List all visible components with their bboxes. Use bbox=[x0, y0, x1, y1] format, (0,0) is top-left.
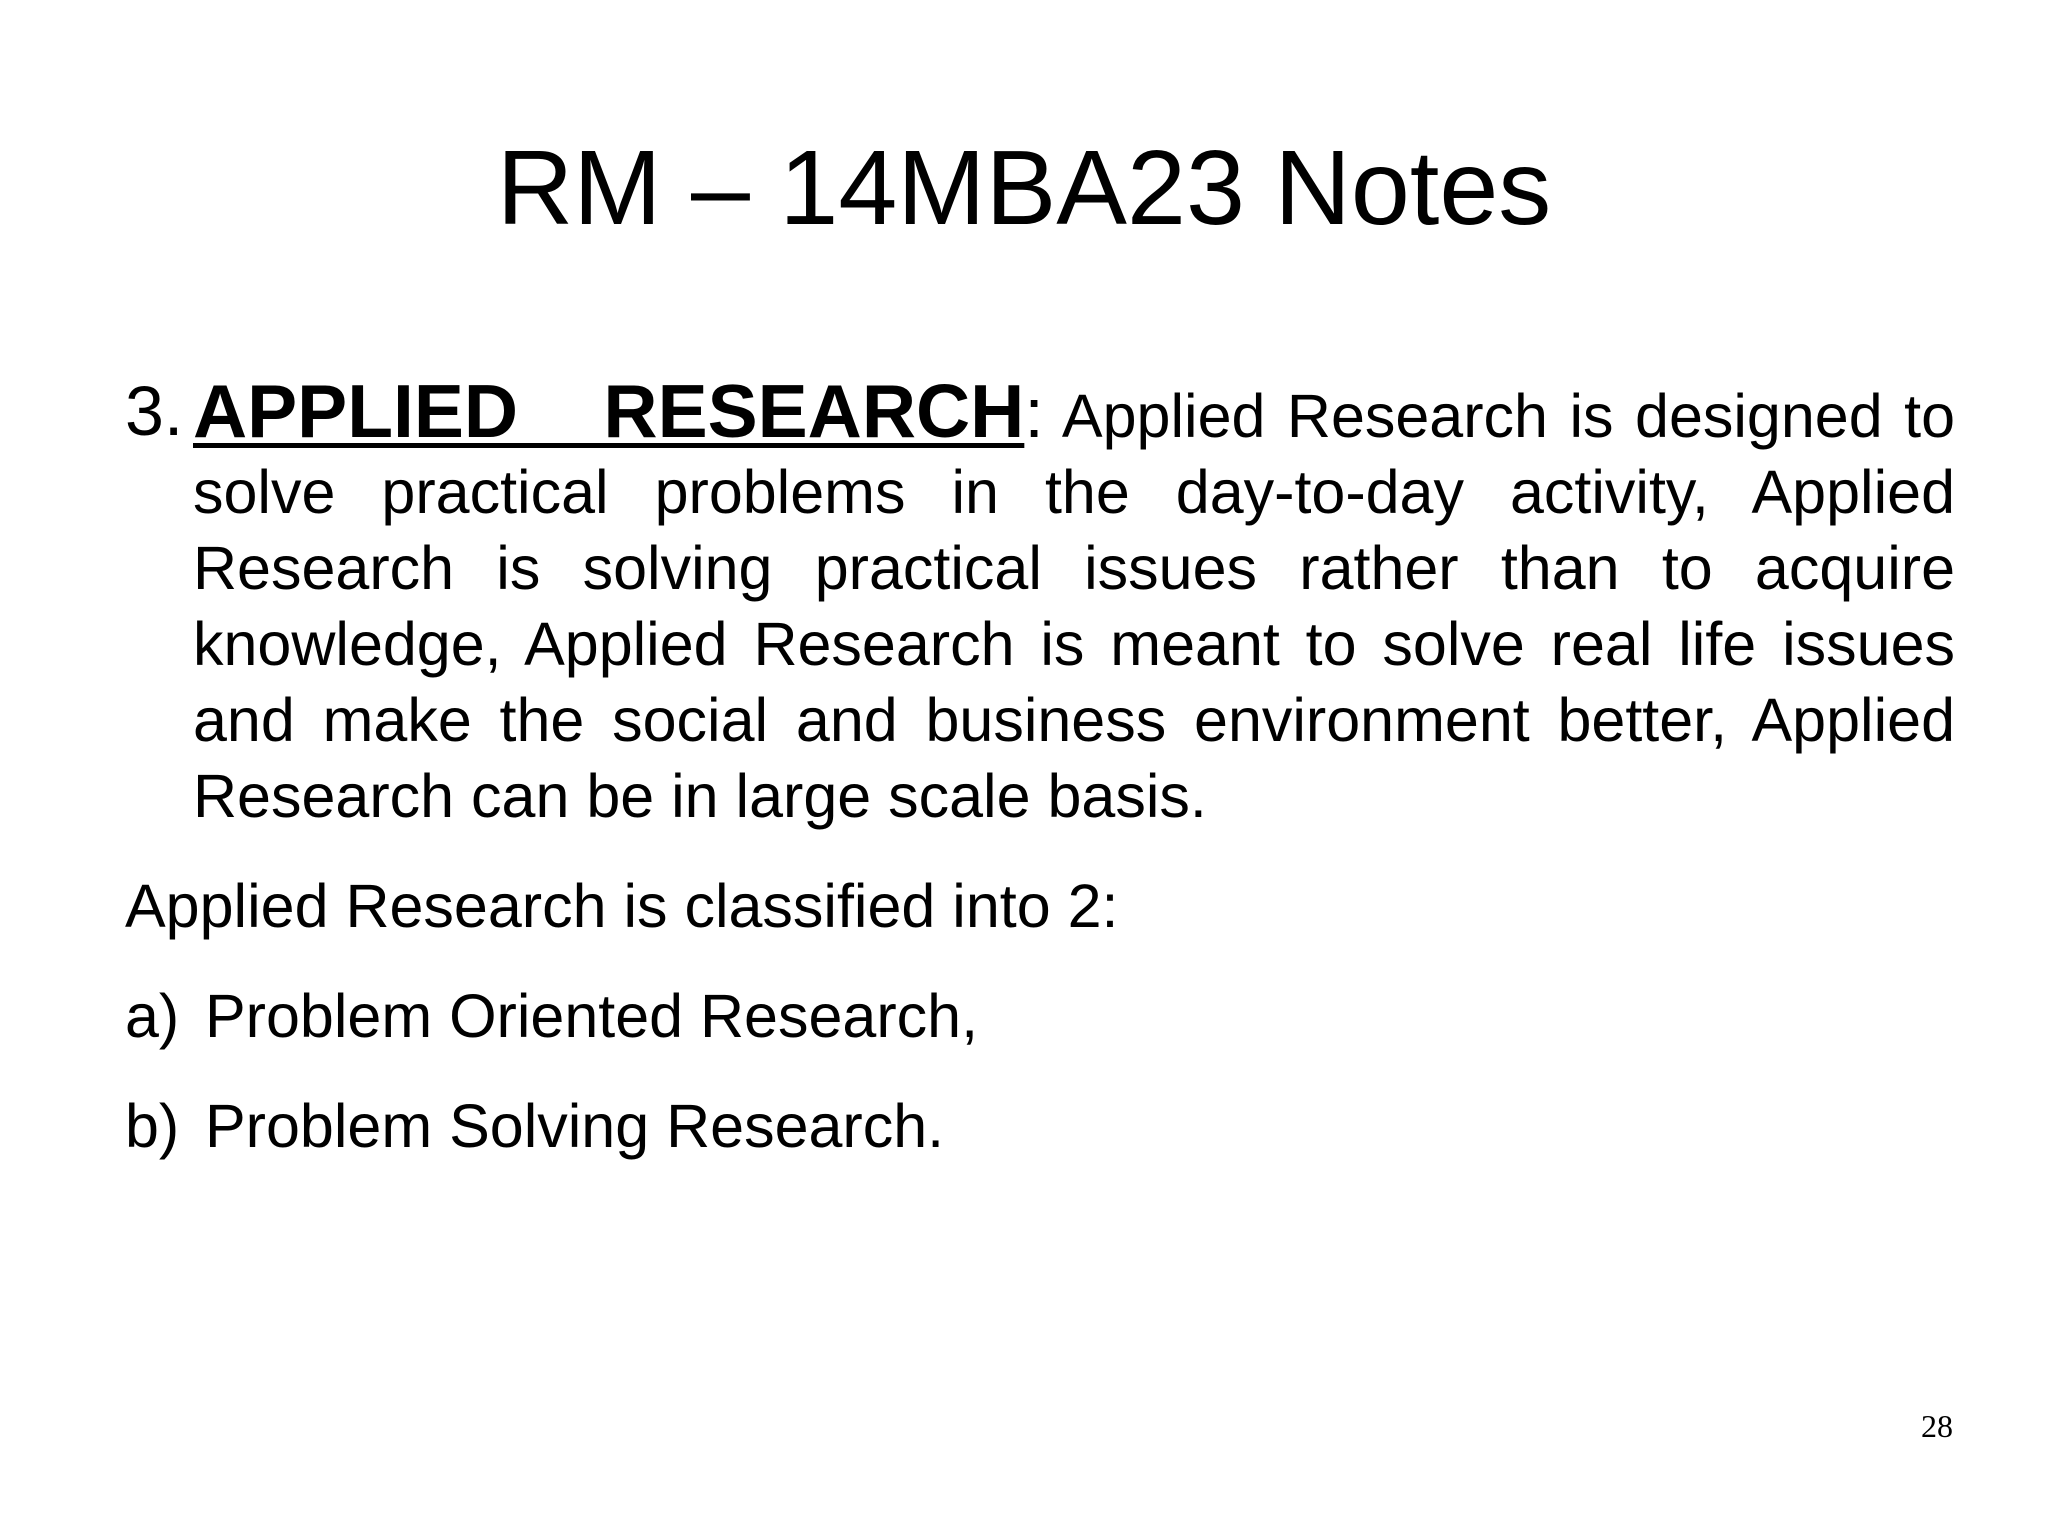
list-marker: b) bbox=[125, 1092, 180, 1160]
applied-research-item bbox=[125, 369, 1955, 834]
classified-text: Applied Research is classified into 2: bbox=[125, 872, 1119, 940]
list-item bbox=[125, 1088, 1955, 1164]
item-body bbox=[193, 369, 1955, 834]
list-label: Problem Solving Research. bbox=[205, 1092, 945, 1160]
page-number: 28 bbox=[1921, 1408, 1953, 1444]
list-item bbox=[125, 978, 1955, 1054]
list-label: Problem Oriented Research, bbox=[205, 982, 979, 1050]
applied-research-term: APPLIED RESEARCH bbox=[193, 369, 1025, 453]
term-colon: : bbox=[1024, 374, 1044, 452]
slide-title: RM – 14MBA23 Notes bbox=[496, 129, 1552, 247]
slide-content bbox=[125, 369, 1955, 1164]
item-number: 3. bbox=[125, 372, 184, 450]
applied-research-description: Applied Research is designed to solve practical problems in the day-to-day activity, Applied Research is solving practical issues rather than to acquire knowledge, Applied Research is meant to solve real life issues and make the social and business environment better, Applied Research can be in large scale basis. bbox=[193, 382, 1955, 830]
list-marker: a) bbox=[125, 982, 180, 1050]
